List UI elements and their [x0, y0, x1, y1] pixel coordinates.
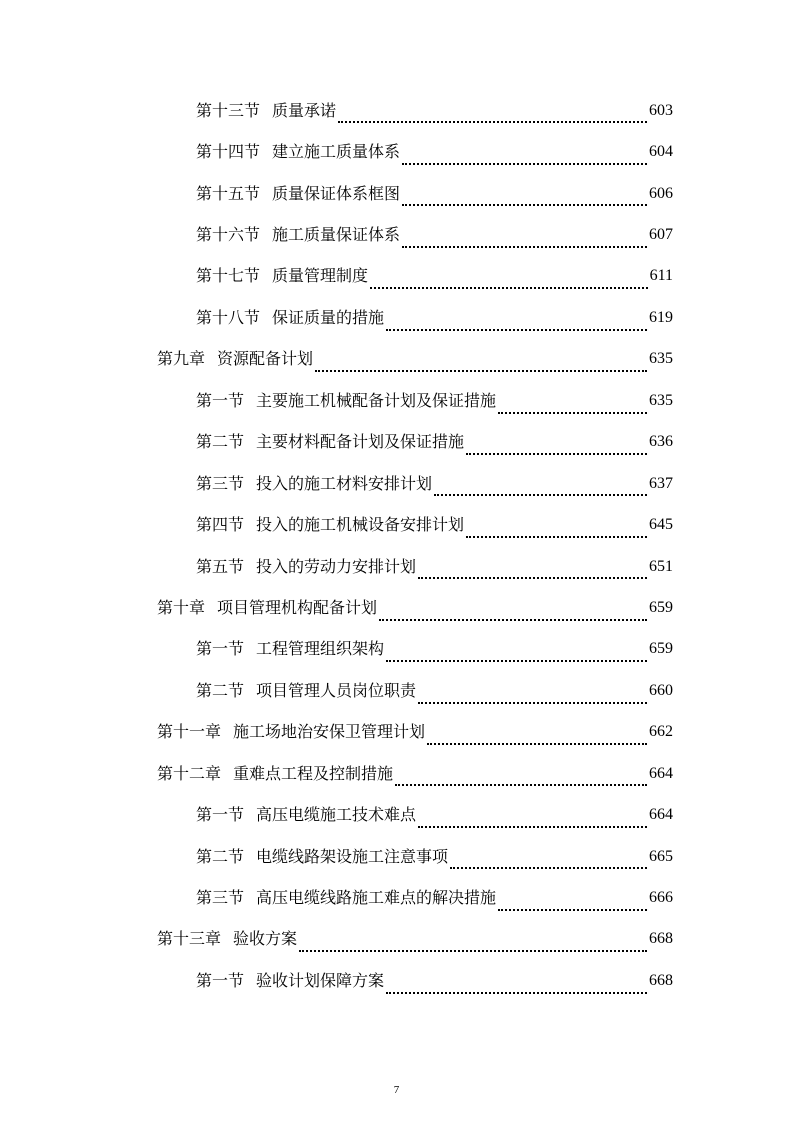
toc-dot-leader: [315, 369, 647, 372]
toc-dot-leader: [434, 493, 647, 496]
toc-section-entry[interactable]: [0, 297, 793, 338]
toc-entry-page: 619: [649, 308, 673, 326]
toc-entry-number: 第十三章: [157, 929, 222, 949]
toc-dot-leader: [386, 991, 647, 994]
toc-chapter-entry[interactable]: [0, 919, 793, 960]
toc-entry-title: 施工场地治安保卫管理计划: [233, 722, 426, 742]
toc-dot-leader: [299, 949, 647, 952]
toc-entry-title: 项目管理机构配备计划: [217, 597, 378, 617]
toc-section-entry[interactable]: [0, 794, 793, 835]
toc-dot-leader: [466, 452, 647, 455]
toc-dot-leader: [418, 576, 647, 579]
toc-entry-page: 659: [649, 640, 673, 658]
toc-entry-number: 第十二章: [157, 763, 222, 783]
toc-entry-number: 第十六节: [196, 225, 261, 245]
toc-section-entry[interactable]: [0, 380, 793, 421]
toc-entry-number: 第十四节: [196, 142, 261, 162]
toc-entry-number: 第十章: [157, 597, 206, 617]
page-number: 7: [393, 1084, 400, 1096]
toc-entry-page: 664: [649, 806, 673, 824]
toc-entry-title: 投入的劳动力安排计划: [256, 556, 417, 576]
toc-dot-leader: [386, 328, 647, 331]
toc-entry-page: 635: [649, 391, 673, 409]
toc-entry-page: 645: [649, 516, 673, 534]
toc-entry-page: 651: [649, 557, 673, 575]
toc-section-entry[interactable]: [0, 90, 793, 131]
toc-dot-leader: [450, 866, 647, 869]
toc-entry-number: 第一节: [196, 390, 245, 410]
toc-dot-leader: [379, 618, 647, 621]
toc-section-entry[interactable]: [0, 504, 793, 545]
toc-dot-leader: [338, 120, 647, 123]
toc-entry-page: 659: [649, 598, 673, 616]
toc-section-entry[interactable]: [0, 836, 793, 877]
toc-entry-page: 668: [649, 971, 673, 989]
toc-entry-number: 第一节: [196, 970, 245, 990]
toc-entry-page: 604: [649, 143, 673, 161]
toc-entry-page: 606: [649, 184, 673, 202]
toc-entry-number: 第五节: [196, 556, 245, 576]
toc-dot-leader: [386, 659, 647, 662]
toc-entry-number: 第十一章: [157, 722, 222, 742]
toc-entry-title: 质量管理制度: [272, 266, 369, 286]
toc-entry-title: 投入的施工机械设备安排计划: [256, 515, 465, 535]
toc-chapter-entry[interactable]: [0, 587, 793, 628]
toc-entry-title: 建立施工质量体系: [272, 142, 401, 162]
toc-section-entry[interactable]: [0, 173, 793, 214]
toc-chapter-entry[interactable]: [0, 339, 793, 380]
toc-dot-leader: [418, 825, 647, 828]
toc-entry-page: 636: [649, 433, 673, 451]
toc-entry-title: 资源配备计划: [217, 349, 314, 369]
toc-entry-number: 第十三节: [196, 100, 261, 120]
toc-section-entry[interactable]: [0, 670, 793, 711]
toc-entry-number: 第一节: [196, 639, 245, 659]
toc-dot-leader: [498, 908, 647, 911]
toc-section-entry[interactable]: [0, 877, 793, 918]
toc-entry-number: 第九章: [157, 349, 206, 369]
toc-section-entry[interactable]: [0, 546, 793, 587]
toc-entry-number: 第三节: [196, 473, 245, 493]
toc-entry-page: 607: [649, 226, 673, 244]
toc-dot-leader: [466, 535, 647, 538]
toc-dot-leader: [395, 783, 647, 786]
toc-dot-leader: [402, 245, 647, 248]
toc-entry-page: 660: [649, 681, 673, 699]
toc-section-entry[interactable]: [0, 422, 793, 463]
toc-entry-page: 668: [649, 930, 673, 948]
toc-entry-title: 验收方案: [233, 929, 298, 949]
toc-entry-number: 第十八节: [196, 307, 261, 327]
toc-dot-leader: [498, 411, 647, 414]
toc-chapter-entry[interactable]: [0, 712, 793, 753]
toc-entry-title: 工程管理组织架构: [256, 639, 385, 659]
toc-entry-title: 质量承诺: [272, 100, 337, 120]
toc-section-entry[interactable]: [0, 960, 793, 1001]
toc-dot-leader: [427, 742, 647, 745]
toc-entry-page: 662: [649, 723, 673, 741]
toc-entry-title: 高压电缆施工技术难点: [256, 805, 417, 825]
toc-entry-page: 666: [649, 889, 673, 907]
toc-entry-title: 验收计划保障方案: [256, 970, 385, 990]
toc-entry-page: 635: [649, 350, 673, 368]
toc-entry-number: 第十七节: [196, 266, 261, 286]
toc-entry-number: 第二节: [196, 846, 245, 866]
toc-entry-title: 高压电缆线路施工难点的解决措施: [256, 888, 497, 908]
toc-chapter-entry[interactable]: [0, 753, 793, 794]
toc-entry-title: 项目管理人员岗位职责: [256, 680, 417, 700]
toc-entry-title: 投入的施工材料安排计划: [256, 473, 433, 493]
toc-entry-page: 611: [649, 267, 673, 285]
toc-entry-title: 主要施工机械配备计划及保证措施: [256, 390, 497, 410]
toc-entry-page: 665: [649, 847, 673, 865]
toc-entry-page: 637: [649, 474, 673, 492]
toc-entry-number: 第二节: [196, 680, 245, 700]
table-of-contents: [0, 90, 793, 1002]
toc-entry-title: 保证质量的措施: [272, 307, 385, 327]
toc-entry-title: 电缆线路架设施工注意事项: [256, 846, 449, 866]
toc-section-entry[interactable]: [0, 629, 793, 670]
toc-dot-leader: [370, 286, 648, 289]
toc-entry-number: 第一节: [196, 805, 245, 825]
toc-section-entry[interactable]: [0, 131, 793, 172]
toc-section-entry[interactable]: [0, 256, 793, 297]
toc-section-entry[interactable]: [0, 214, 793, 255]
toc-entry-title: 重难点工程及控制措施: [233, 763, 394, 783]
toc-dot-leader: [402, 203, 647, 206]
toc-entry-number: 第十五节: [196, 183, 261, 203]
toc-entry-page: 664: [649, 764, 673, 782]
toc-entry-title: 质量保证体系框图: [272, 183, 401, 203]
toc-entry-title: 主要材料配备计划及保证措施: [256, 432, 465, 452]
toc-dot-leader: [418, 701, 647, 704]
toc-entry-title: 施工质量保证体系: [272, 225, 401, 245]
toc-dot-leader: [402, 162, 647, 165]
toc-entry-number: 第四节: [196, 515, 245, 535]
toc-entry-page: 603: [649, 101, 673, 119]
toc-entry-number: 第三节: [196, 888, 245, 908]
toc-entry-number: 第二节: [196, 432, 245, 452]
toc-section-entry[interactable]: [0, 463, 793, 504]
